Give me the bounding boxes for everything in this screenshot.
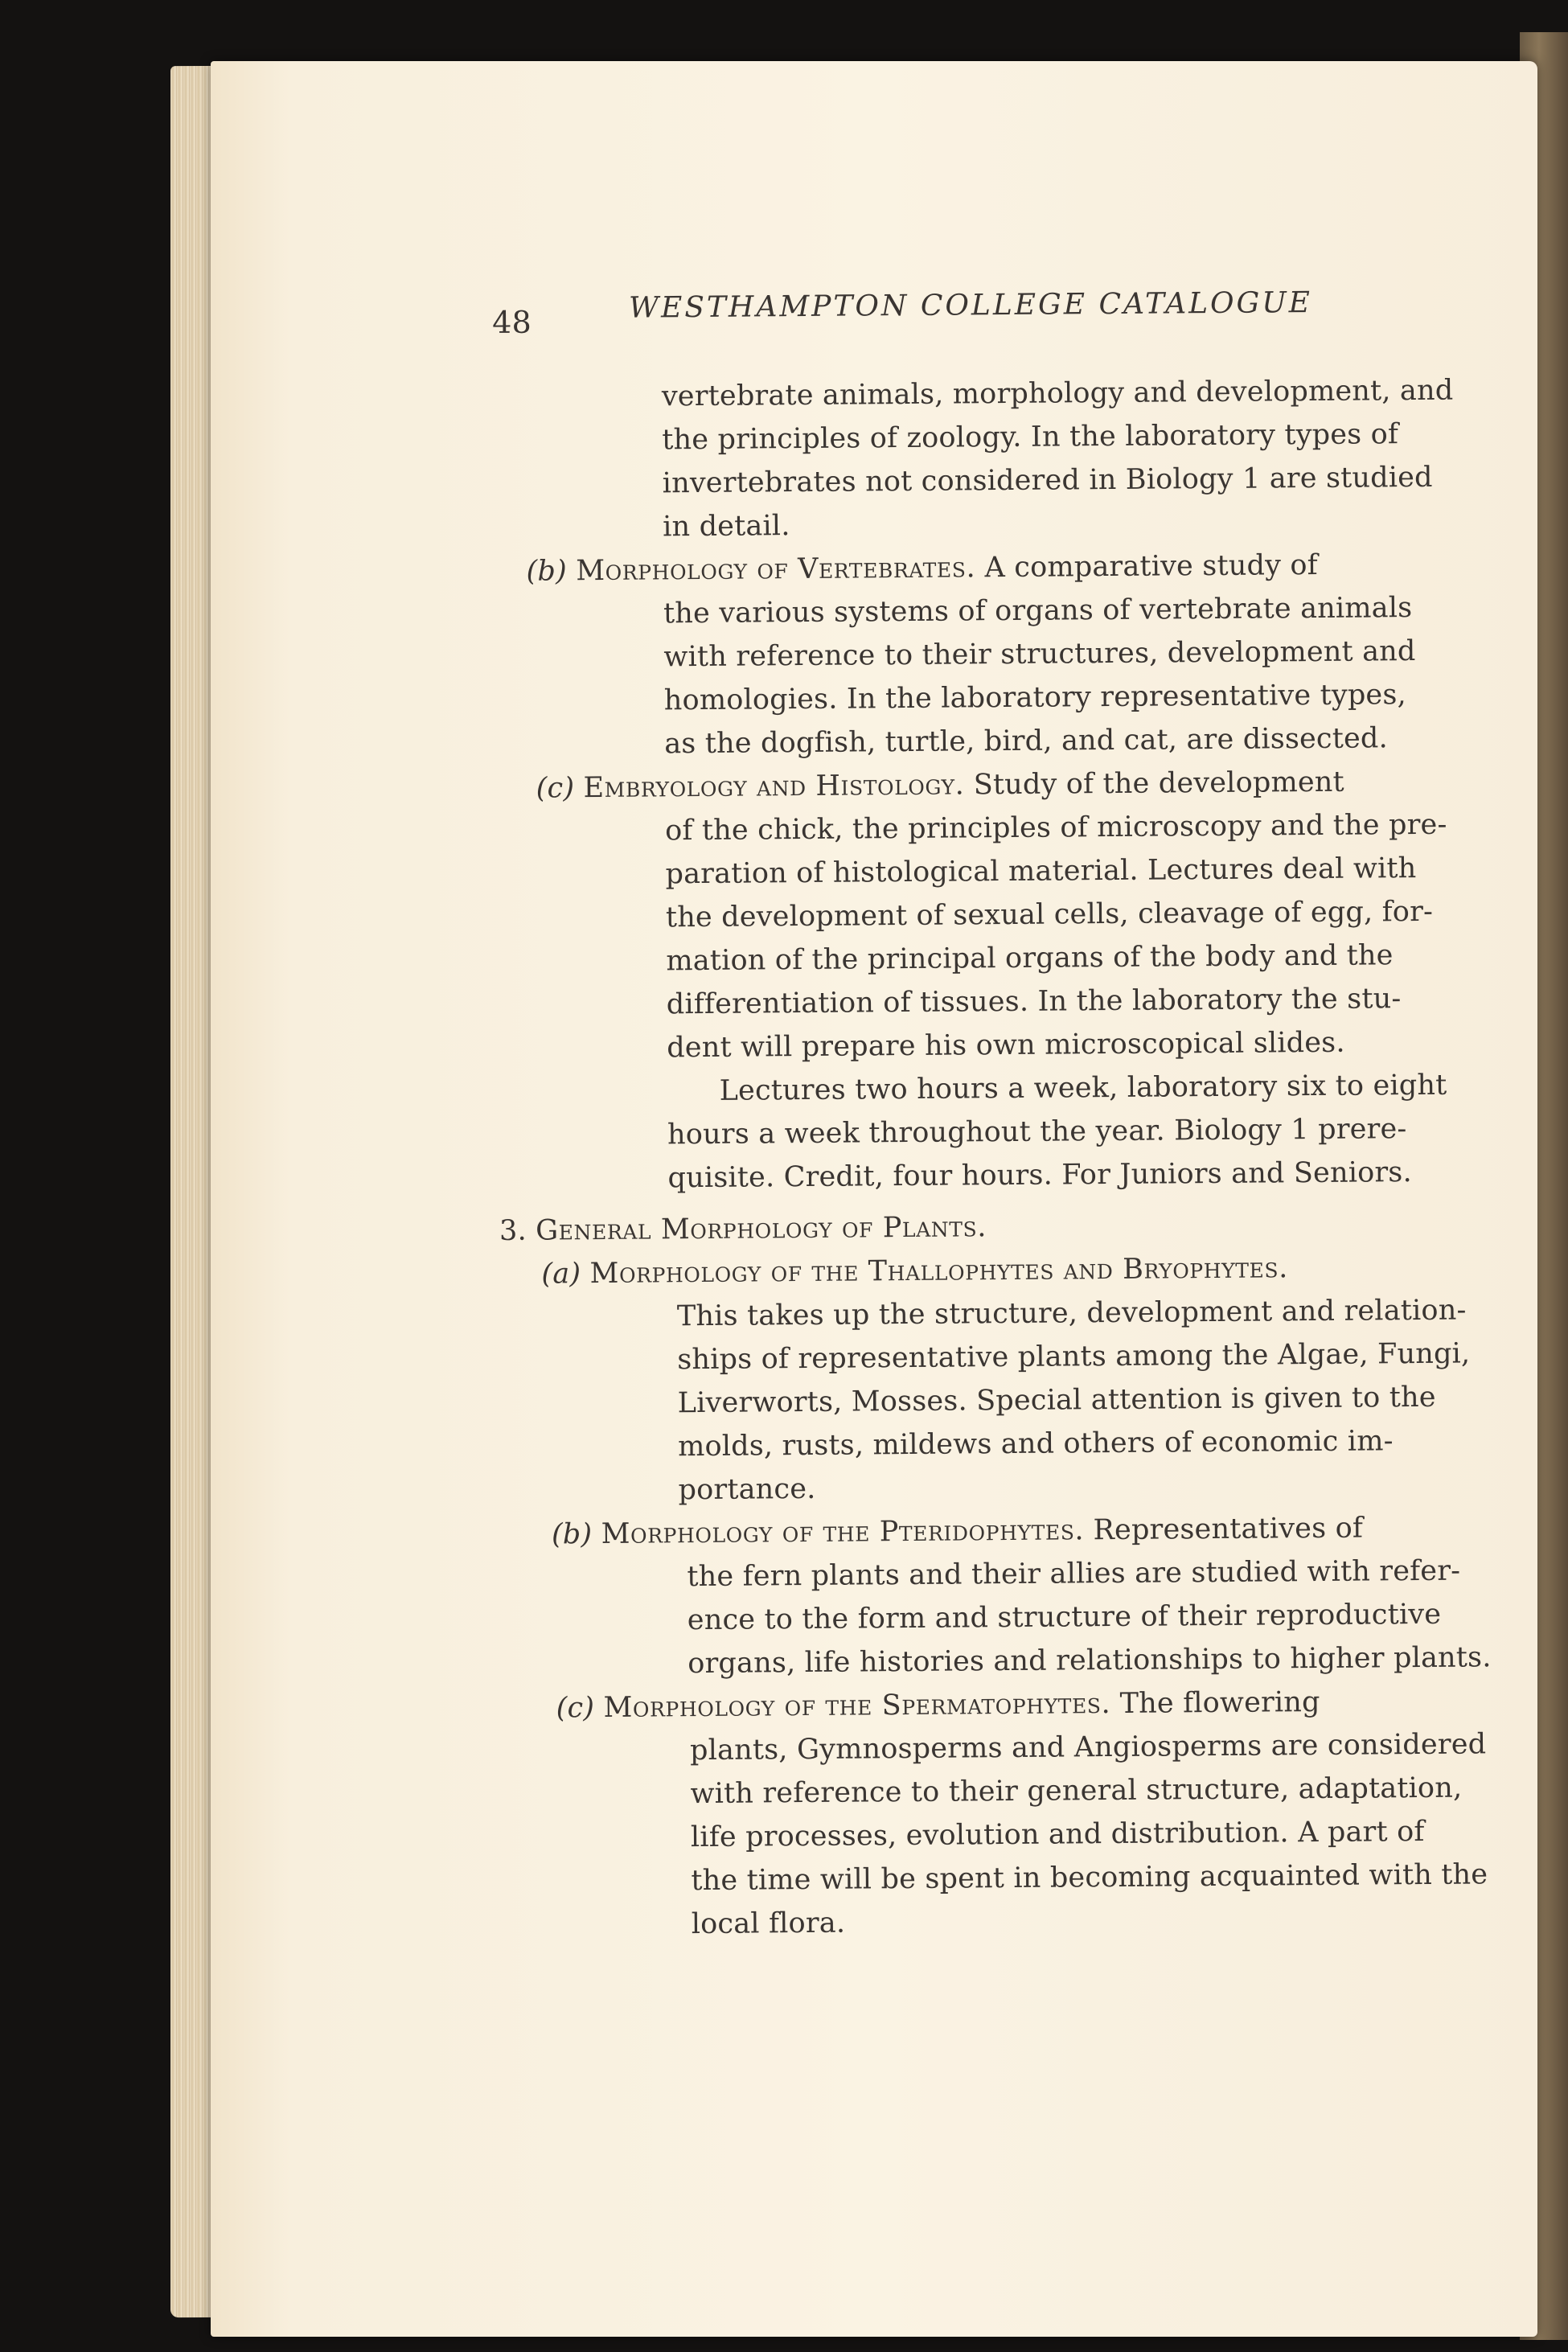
text-line: invertebrates not considered in Biology 1 are studied [662,461,1433,500]
page-number: 48 [491,304,532,341]
section-title: General Morphology of Plants. [535,1211,987,1247]
item-label: (a) [541,1258,581,1291]
text-line: molds, rusts, mildews and others of economic im- [677,1425,1394,1463]
subsection-title: Morphology of Vertebrates. [576,552,976,588]
text-line: with reference to their general structure, adaptation, [690,1771,1463,1811]
running-head: WESTHAMPTON COLLEGE CATALOGUE [628,286,1313,325]
item-label: (c) [536,772,575,805]
text-line: portance. [678,1472,816,1507]
text-line: the time will be spent in becoming acquainted with the [691,1858,1488,1898]
text-run: Representatives of [1084,1512,1364,1547]
subsection-title: Morphology of the Spermatophytes. [603,1688,1111,1724]
text-run: Study of the development [964,766,1344,802]
text-line: Liverworts, Mosses. Special attention is given to the [677,1381,1436,1420]
text-line: the fern plants and their allies are studied with refer- [687,1554,1461,1594]
subsection-b-heading [526,548,1318,589]
text-line: vertebrate animals, morphology and development, and [661,374,1454,413]
text-line: mation of the principal organs of the body and the [666,939,1394,978]
subsection-title: Morphology of the Pteridophytes. [601,1514,1085,1550]
text-line: organs, life histories and relationships to higher plants. [688,1641,1492,1681]
text-line: plants, Gymnosperms and Angiosperms are considered [689,1728,1487,1767]
text-line: life processes, evolution and distribution. A part of [690,1815,1425,1854]
text-run: A comparative study of [975,548,1318,585]
text-run: The flowering [1110,1685,1320,1721]
subsection-a-heading [541,1250,1288,1291]
text-line: in detail. [662,510,790,544]
text-line: differentiation of tissues. In the laboratory the stu- [666,983,1402,1021]
section-number: 3. [499,1214,527,1247]
text-line: of the chick, the principles of microscopy and the pre- [664,808,1447,848]
item-label: (c) [556,1692,595,1725]
text-line: ships of representative plants among the Algae, Fungi, [677,1337,1471,1377]
text-line: ence to the form and structure of their reproductive [687,1598,1442,1637]
subsection-title: Embryology and Histology. [583,769,965,805]
subsection-c2-heading [556,1685,1320,1726]
text-line: Lectures two hours a week, laboratory six to eight [719,1069,1447,1107]
text-line: local flora. [691,1907,846,1941]
text-line: This takes up the structure, development and relation- [676,1294,1467,1333]
text-line: dent will prepare his own microscopical slides. [667,1026,1345,1065]
subsection-c-heading [536,765,1344,807]
item-label: (b) [526,555,568,588]
subsection-title: Morphology of the Thallophytes and Bryophytes. [589,1252,1289,1291]
text-line: paration of histological material. Lectures deal with [665,852,1417,891]
item-label: (b) [551,1518,593,1551]
text-line: the principles of zoology. In the laboratory types of [662,418,1399,457]
text-line: as the dogfish, turtle, bird, and cat, are dissected. [664,722,1389,761]
section-3-heading [499,1209,987,1249]
text-line: the various systems of organs of vertebrate animals [663,592,1413,630]
text-line: with reference to their structures, development and [663,635,1416,674]
subsection-b2-heading [552,1511,1363,1553]
text-line: the development of sexual cells, cleavage of egg, for- [665,895,1434,934]
text-line: hours a week throughout the year. Biology 1 prere- [667,1113,1407,1151]
text-line: homologies. In the laboratory representative types, [663,679,1407,717]
text-line: quisite. Credit, four hours. For Juniors and Seniors. [667,1156,1412,1195]
